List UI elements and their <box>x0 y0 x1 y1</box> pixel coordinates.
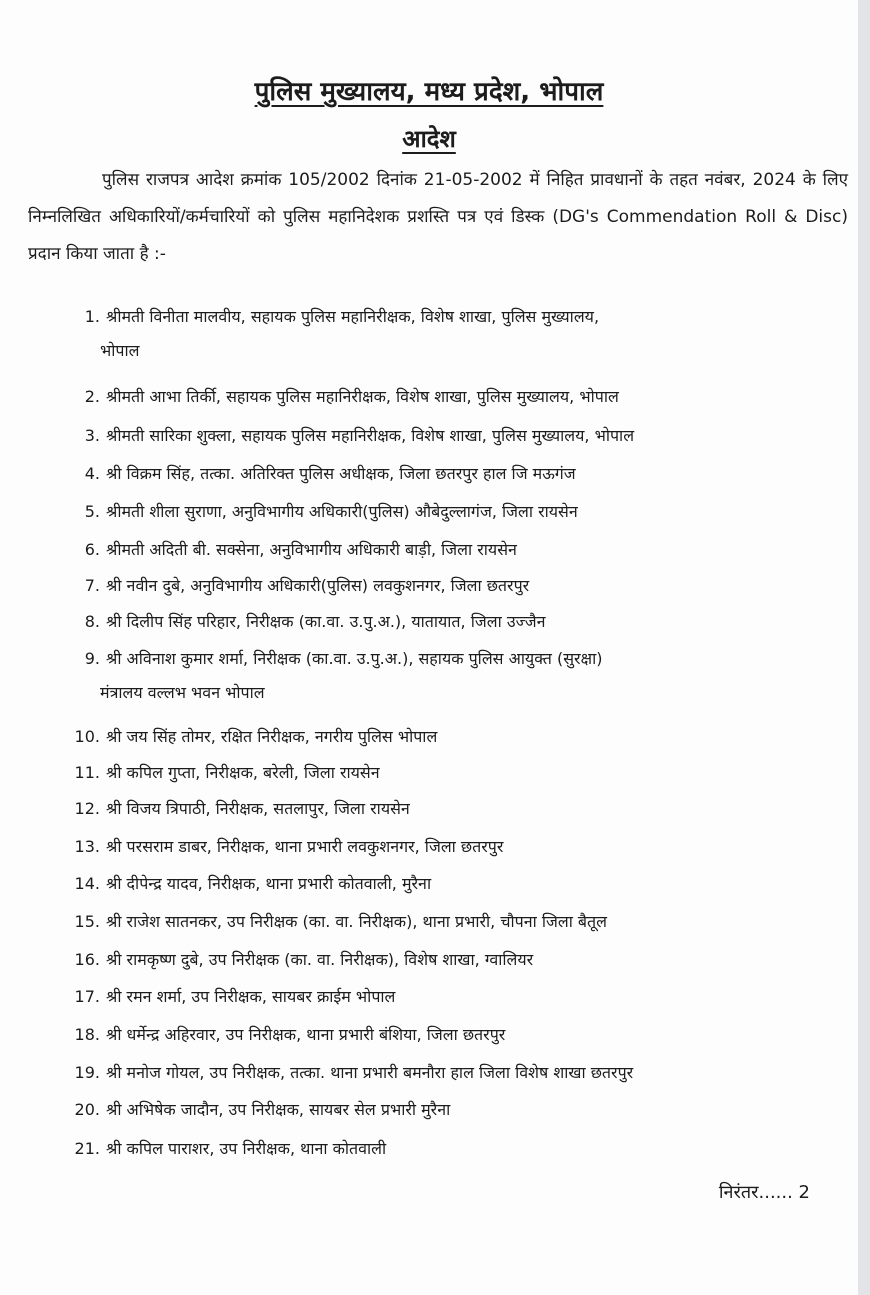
order-heading: आदेश <box>402 125 456 153</box>
page-edge <box>858 0 870 1295</box>
page-title: पुलिस मुख्यालय, मध्य प्रदेश, भोपाल <box>254 77 604 107</box>
continued-note: निरंतर...... 2 <box>718 1182 810 1203</box>
intro-paragraph: पुलिस राजपत्र आदेश क्रमांक 105/2002 दिनांक 21-05-2002 में निहित प्रावधानों के तहत नवंबर, 2024 के लिए निम्नलिखित अधिकारियों/कर्मचारियों को पुलिस महानिदेशक प्रशस्ति पत्र एवं डिस्क (DG's Commendation Roll & Disc) प्रदान किया जाता है :- <box>28 170 848 264</box>
document-page: पुलिस मुख्यालय, मध्य प्रदेश, भोपाल आदेश पुलिस राजपत्र आदेश क्रमांक 105/2002 दिनांक 21-05-2002 में निहित प्रावधानों के तहत नवंबर, 2024 के लिए निम्नलिखित अधिकारियों/कर्मचारियों को पुलिस महानिदेशक प्रशस्ति पत्र एवं डिस्क (DG's Commendation Roll & Disc) प्रदान किया जाता है :- 1. श्रीमती विनीता मालवीय, सहायक पुलिस महानिरीक्षक, विशेष शाखा, पुलिस मुख्यालय, भोपाल 2. श्रीमती आभा तिर्की, सहायक पुलिस महानिरीक्षक, विशेष शाखा, पुलिस मुख्यालय, भोपाल 3. श्रीमती सारिका शुक्ला, सहायक पुलिस महानिरीक्षक, विशेष शाखा, पुलिस मुख्यालय, भोपाल 4. श्री विक्रम सिंह, तत्का. अतिरिक्त पुलिस अधीक्षक, जिला छतरपुर हाल जि मऊगंज 5. श्रीमती शीला सुराणा, अनुविभागीय अधिकारी(पुलिस) औबेदुल्लागंज, जिला रायसेन 6. श्रीमती अदिती बी. सक्सेना, अनुविभागीय अधिकारी बाड़ी, जिला रायसेन 7. श्री नवीन दुबे, अनुविभागीय अधिकारी(पुलिस) लवकुशनगर, जिला छतरपुर 8. श्री दिलीप सिंह परिहार, निरीक्षक (का.वा. उ.पु.अ.), यातायात, जिला उज्जैन 9. श्री अविनाश कुमार शर्मा, निरीक्षक (का.वा. उ.पु.अ.), सहायक पुलिस आयुक्त (सुरक्षा) मंत्रालय वल्लभ भवन भोपाल 10. श्री जय सिंह तोमर, रक्षित निरीक्षक, नगरीय पुलिस भोपाल 11. श्री कपिल गुप्ता, निरीक्षक, बरेली, जिला रायसेन 12. श्री विजय त्रिपाठी, निरीक्षक, सतलापुर, जिला रायसेन 13. श्री परसराम डाबर, निरीक्षक, थाना प्रभारी लवकुशनगर, जिला छतरपुर 14. श्री दीपेन्द्र यादव, निरीक्षक, थाना प्रभारी कोतवाली, मुरैना 15. श्री राजेश सातनकर, उप निरीक्षक (का. वा. निरीक्षक), थाना प्रभारी, चौपना जिला बैतूल 16. श्री रामकृष्ण दुबे, उप निरीक्षक (का. वा. निरीक्षक), विशेष शाखा, ग्वालियर 17. श्री रमन शर्मा, उप निरीक्षक, सायबर क्राईम भोपाल 18. श्री धर्मेन्द्र अहिरवार, उप निरीक्षक, थाना प्रभारी बंशिया, जिला छतरपुर 19. श्री मनोज गोयल, उप निरीक्षक, तत्का. थाना प्रभारी बमनौरा हाल जिला विशेष शाखा छतरपुर 20. श्री अभिषेक जादौन, उप निरीक्षक, सायबर सेल प्रभारी मुरैना 21. श्री कपिल पाराशर, उप निरीक्षक, थाना कोतवाली निरंतर...... 2 <box>0 0 858 1295</box>
